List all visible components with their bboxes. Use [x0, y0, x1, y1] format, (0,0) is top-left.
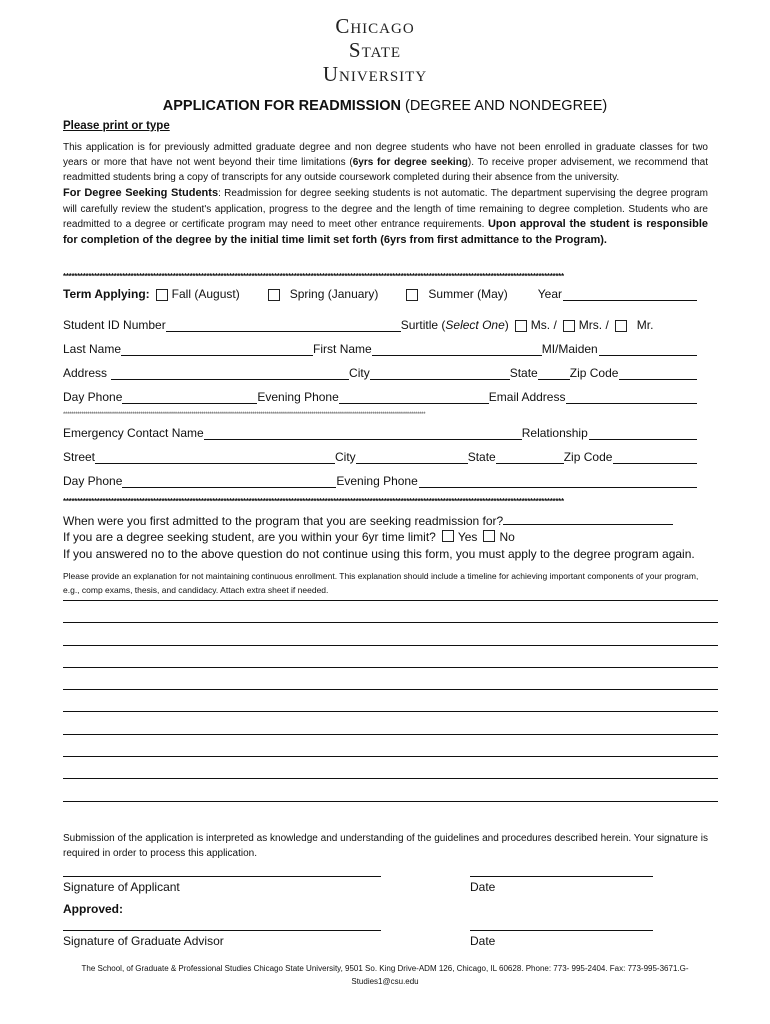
no-checkbox[interactable]	[483, 530, 495, 542]
e-evening-phone-field[interactable]	[419, 475, 697, 488]
intro-bold-1: 6yrs for degree seeking	[352, 157, 468, 168]
applicant-date-label: Date	[470, 880, 496, 894]
address-row	[63, 366, 698, 380]
intro-paragraph	[63, 140, 708, 185]
explanation-line[interactable]	[63, 645, 718, 646]
approved-label: Approved:	[63, 902, 123, 916]
advisor-signature-line[interactable]	[63, 930, 381, 931]
mr-checkbox[interactable]	[615, 320, 627, 332]
evening-phone-field[interactable]	[339, 391, 489, 404]
last-name-field[interactable]	[121, 343, 313, 356]
e-city-label: City	[335, 450, 356, 464]
e-city-field[interactable]	[356, 451, 468, 464]
e-state-field[interactable]	[496, 451, 564, 464]
student-id-field[interactable]	[166, 319, 401, 332]
applicant-signature-line[interactable]	[63, 876, 381, 877]
summer-label: Summer (May)	[428, 287, 508, 301]
mi-field[interactable]	[599, 343, 697, 356]
explanation-line[interactable]	[63, 778, 718, 779]
form-title	[0, 98, 770, 114]
explanation-instruction: Please provide an explanation for not maintaining continuous enrollment. This explanation should include a timeline for achieving important components of your program, e.g., comp exams, thesis, and candidacy. Attach extra sheet if needed.	[63, 571, 699, 595]
state-label: State	[509, 366, 538, 380]
yes-label: Yes	[457, 530, 478, 544]
emergency-address-row	[63, 450, 698, 464]
evening-phone-label: Evening Phone	[257, 390, 339, 404]
logo-line-1: Chicago	[335, 14, 415, 38]
day-phone-label: Day Phone	[63, 390, 123, 404]
explanation-line[interactable]	[63, 622, 718, 623]
street-field[interactable]	[95, 451, 335, 464]
zip-label: Zip Code	[569, 366, 619, 380]
mrs-checkbox[interactable]	[563, 320, 575, 332]
explanation-line[interactable]	[63, 711, 718, 712]
term-row	[63, 287, 698, 301]
first-name-field[interactable]	[372, 343, 542, 356]
ms-label: Ms. /	[530, 318, 557, 332]
yes-checkbox[interactable]	[442, 530, 454, 542]
degree-seeking-heading: For Degree Seeking Students	[63, 187, 219, 199]
admitted-date-field[interactable]	[503, 514, 673, 525]
print-instruction: Please print or type	[63, 120, 170, 132]
emergency-contact-field[interactable]	[204, 427, 522, 440]
degree-seeking-bold: Upon approval the student is responsible for completion of the degree by the initial time limit set forth (6yrs from first admittance to the Program).	[63, 218, 708, 246]
applicant-signature-label: Signature of Applicant	[63, 880, 180, 894]
e-day-phone-label: Day Phone	[63, 474, 123, 488]
separator-stars-3: **********************************************************************************************************************************************************************************	[63, 497, 564, 506]
logo-line-3: University	[322, 62, 428, 86]
explanation-line[interactable]	[63, 600, 718, 601]
degree-seeking-paragraph	[63, 186, 708, 248]
question-1-text: When were you first admitted to the program that you are seeking readmission for?	[63, 514, 504, 528]
mrs-label: Mrs. /	[578, 318, 609, 332]
applicant-date-line[interactable]	[470, 876, 653, 877]
emergency-contact-label: Emergency Contact Name	[63, 426, 204, 440]
emergency-phone-row	[63, 474, 698, 488]
intro-text-1: This application is for previously admitted graduate degree and non degree students who have not been enrolled in graduate classes for two years or more that have not went beyond their time limitations (	[63, 142, 708, 168]
ms-checkbox[interactable]	[515, 320, 527, 332]
e-evening-phone-label: Evening Phone	[336, 474, 418, 488]
mi-label: MI/Maiden	[541, 342, 598, 356]
advisor-signature-label: Signature of Graduate Advisor	[63, 934, 224, 948]
relationship-field[interactable]	[589, 427, 697, 440]
e-day-phone-field[interactable]	[122, 475, 336, 488]
surtitle-close: )	[504, 318, 509, 332]
e-state-label: State	[467, 450, 496, 464]
title-main: APPLICATION FOR READMISSION	[162, 98, 401, 114]
name-row	[63, 342, 698, 356]
year-field[interactable]	[563, 288, 697, 301]
advisor-date-line[interactable]	[470, 930, 653, 931]
intro-text-2: ). To receive proper advisement, we recommend that readmitted students bring a copy of transcripts for any outside coursework completed during their absence from the university.	[63, 157, 708, 183]
first-name-label: First Name	[313, 342, 372, 356]
last-name-label: Last Name	[63, 342, 122, 356]
spring-label: Spring (January)	[289, 287, 379, 301]
city-field[interactable]	[370, 367, 510, 380]
year-label: Year	[537, 287, 563, 301]
separator-stars-2: **********************************************************************************************************************************************************************************	[63, 412, 426, 418]
advisor-date-label: Date	[470, 934, 496, 948]
city-label: City	[349, 366, 370, 380]
explanation-line[interactable]	[63, 734, 718, 735]
e-zip-label: Zip Code	[563, 450, 613, 464]
separator-stars: **********************************************************************************************************************************************************************************	[63, 272, 564, 281]
spring-checkbox[interactable]	[268, 289, 280, 301]
e-zip-field[interactable]	[613, 451, 697, 464]
explanation-line[interactable]	[63, 801, 718, 802]
email-label: Email Address	[488, 390, 566, 404]
term-label: Term Applying:	[63, 287, 150, 301]
emergency-row	[63, 426, 698, 440]
title-suffix: (DEGREE AND NONDEGREE)	[404, 98, 608, 114]
street-label: Street	[63, 450, 96, 464]
fall-checkbox[interactable]	[156, 289, 168, 301]
footer-contact: The School, of Graduate & Professional Studies Chicago State University, 9501 So. King Drive-ADM 126, Chicago, IL 60628. Phone: 773- 995-2404. Fax: 773-995-3671.G-Studies1@csu.edu	[81, 964, 689, 986]
select-one-text: Select One	[445, 318, 505, 332]
explanation-line[interactable]	[63, 756, 718, 757]
student-id-row	[63, 318, 698, 332]
fall-label: Fall (August)	[171, 287, 240, 301]
explanation-line[interactable]	[63, 689, 718, 690]
student-id-label: Student ID Number	[63, 318, 166, 332]
email-field[interactable]	[566, 391, 697, 404]
university-logo	[300, 14, 450, 86]
logo-line-2: State	[348, 38, 402, 62]
question-1	[63, 514, 673, 528]
day-phone-field[interactable]	[122, 391, 257, 404]
address-field[interactable]	[111, 367, 349, 380]
question-2	[63, 530, 515, 544]
relationship-label: Relationship	[521, 426, 588, 440]
mr-label: Mr.	[636, 318, 654, 332]
address-label: Address	[63, 366, 108, 380]
degree-seeking-text: : Readmission for degree seeking students is not automatic. The department supervising the degree program will carefully review the student's application, progress to the degree and the length of time remaining to degree completion. Students who are readmitted to a degree or certificate program may need to meet other entrance requirements.	[63, 188, 708, 230]
surtitle-label	[401, 318, 509, 332]
summer-checkbox[interactable]	[406, 289, 418, 301]
submission-statement: Submission of the application is interpreted as knowledge and understanding of the guidelines and procedures described herein. Your signature is required in order to process this application.	[63, 833, 708, 859]
question-3: If you answered no to the above question do not continue using this form, you must apply to the degree program again.	[63, 547, 695, 561]
phone-row	[63, 390, 698, 404]
question-2-text: If you are a degree seeking student, are you within your 6yr time limit?	[63, 530, 436, 544]
surtitle-text: Surtitle (	[400, 318, 446, 332]
no-label: No	[499, 530, 515, 544]
zip-field[interactable]	[619, 367, 697, 380]
explanation-line[interactable]	[63, 667, 718, 668]
state-field[interactable]	[538, 367, 570, 380]
